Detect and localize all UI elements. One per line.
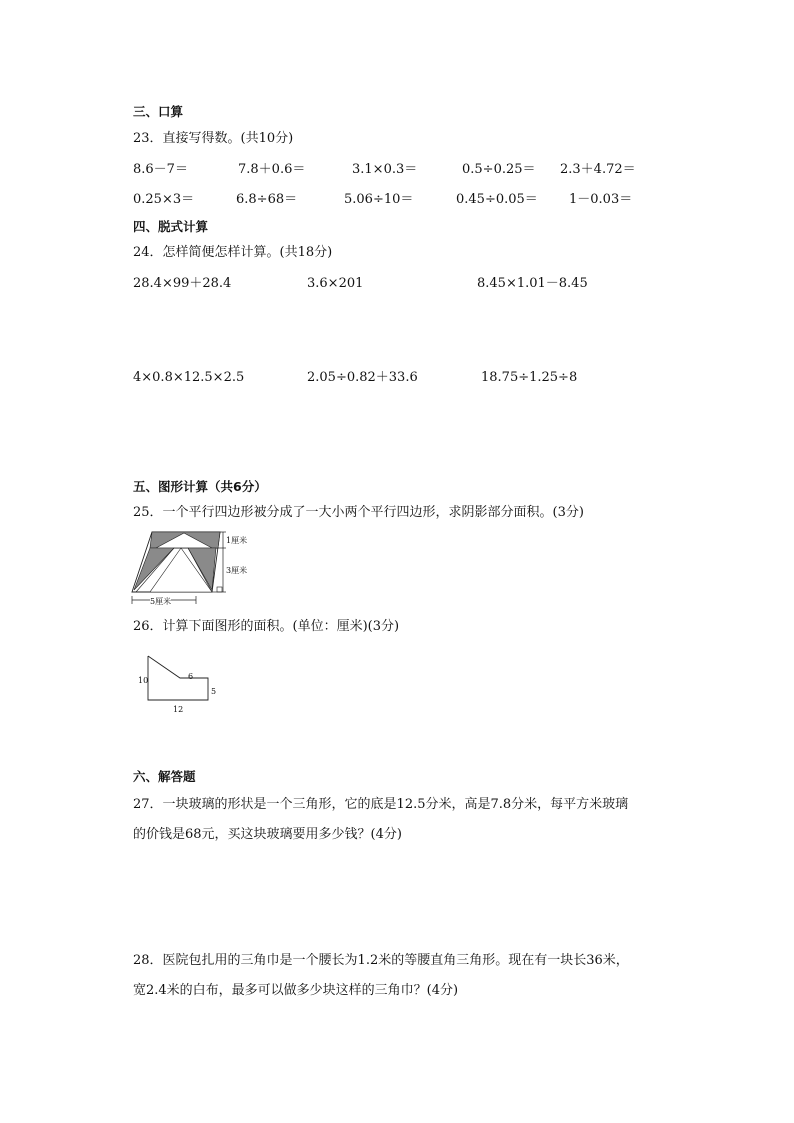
question-25-title: 25．一个平行四边形被分成了一大小两个平行四边形，求阴影部分面积。(3分) xyxy=(133,505,584,520)
section-heading-word-problems: 六、解答题 xyxy=(133,769,196,784)
q23-item: 0.25×3＝ xyxy=(133,192,195,207)
q23-item: 1－0.03＝ xyxy=(569,192,633,207)
q23-item: 3.1×0.3＝ xyxy=(352,162,418,177)
shape-label-left: 10 xyxy=(138,676,149,685)
shape-label-bottom: 12 xyxy=(173,705,184,714)
question-24-title: 24．怎样简便怎样计算。(共18分) xyxy=(133,245,333,260)
q24-item: 2.05÷0.82＋33.6 xyxy=(307,370,418,385)
question-26-title: 26．计算下面图形的面积。(单位：厘米)(3分) xyxy=(133,619,400,634)
q23-item: 0.45÷0.05＝ xyxy=(456,192,538,207)
q24-item: 18.75÷1.25÷8 xyxy=(481,370,578,385)
q24-item: 28.4×99＋28.4 xyxy=(133,276,232,291)
section-heading-oral: 三、口算 xyxy=(133,104,184,119)
question-23-title: 23．直接写得数。(共10分) xyxy=(133,131,294,146)
q24-item: 3.6×201 xyxy=(307,276,364,291)
shape-label-slant: 6 xyxy=(188,672,194,681)
figure-label-top: 1厘米 xyxy=(226,536,248,545)
q23-item: 7.8＋0.6＝ xyxy=(238,162,306,177)
shape-label-right: 5 xyxy=(211,687,217,696)
question-28-line2: 宽2.4米的白布，最多可以做多少块这样的三角巾？(4分) xyxy=(133,983,459,998)
section-heading-stepwise: 四、脱式计算 xyxy=(133,219,209,234)
question-27-line2: 的价钱是68元，买这块玻璃要用多少钱？(4分) xyxy=(133,827,402,842)
q24-item: 8.45×1.01－8.45 xyxy=(477,276,588,291)
section-heading-geometry: 五、图形计算（共6分） xyxy=(133,479,267,494)
q23-item: 8.6－7＝ xyxy=(133,162,188,177)
q23-item: 5.06÷10＝ xyxy=(344,192,414,207)
q24-item: 4×0.8×12.5×2.5 xyxy=(133,370,245,385)
parallelogram-figure xyxy=(128,528,238,610)
figure-label-right: 3厘米 xyxy=(226,566,248,575)
q23-item: 0.5÷0.25＝ xyxy=(462,162,536,177)
q23-item: 6.8÷68＝ xyxy=(236,192,298,207)
question-27-line1: 27．一块玻璃的形状是一个三角形，它的底是12.5分米，高是7.8分米，每平方米玻璃 xyxy=(133,797,629,812)
figure-label-bottom: 5厘米 xyxy=(150,594,171,610)
question-28-line1: 28．医院包扎用的三角巾是一个腰长为1.2米的等腰直角三角形。现在有一块长36米， xyxy=(133,953,629,968)
q23-item: 2.3＋4.72＝ xyxy=(560,162,636,177)
